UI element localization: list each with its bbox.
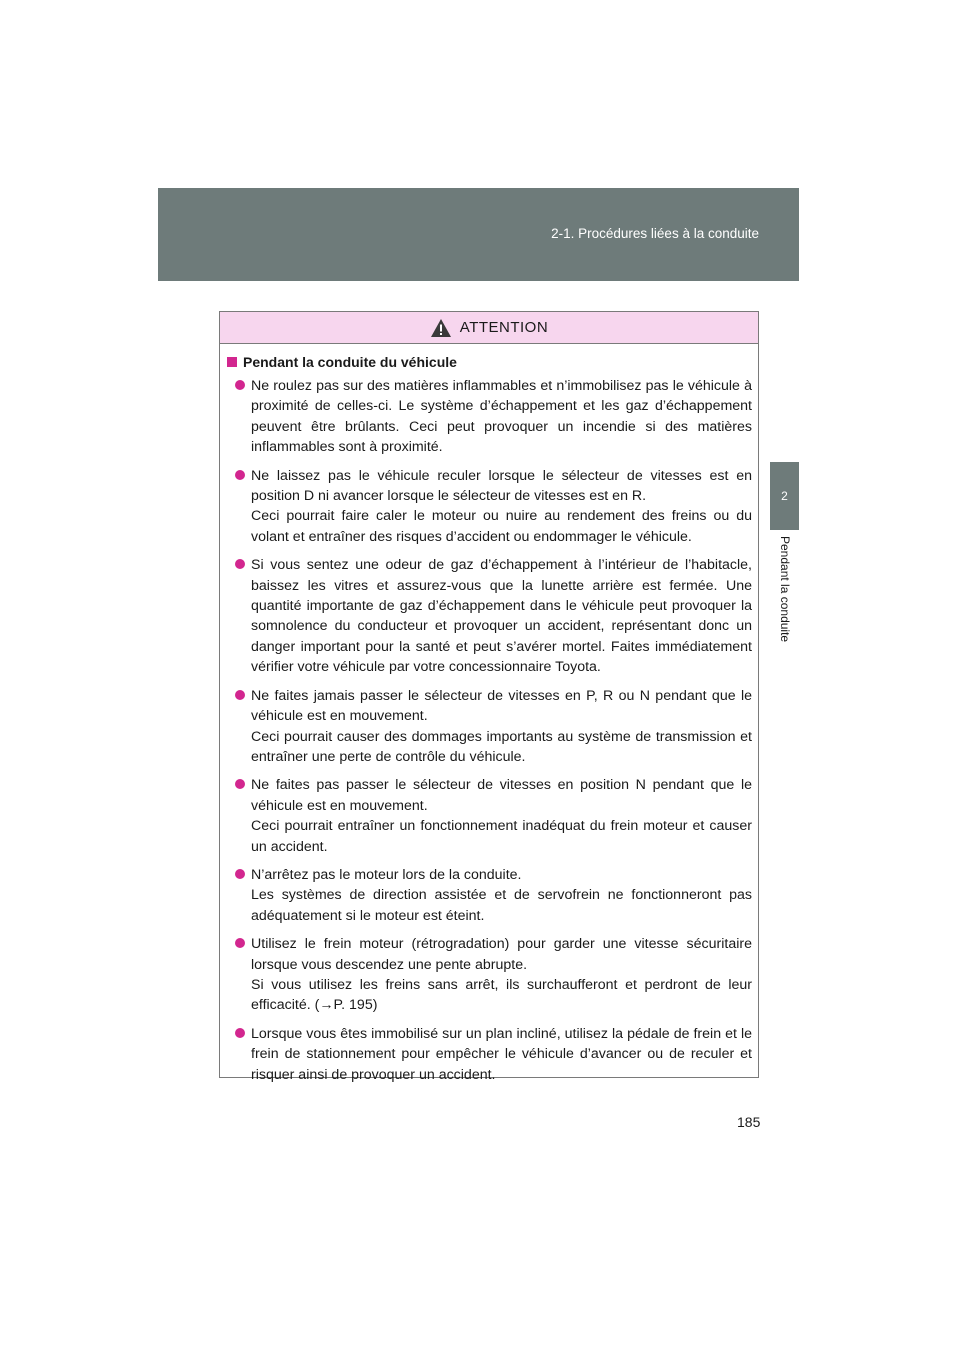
warning-box (219, 311, 759, 1083)
page-number: 185 (737, 1114, 761, 1130)
bullet-dot-icon (235, 470, 245, 480)
bullet-dot-icon (235, 938, 245, 948)
warning-item (227, 555, 752, 677)
warning-item-text: Si vous utilisez les freins sans arrêt, ils surchaufferont et perdront de leur efficacité. (→P. 195) (251, 976, 752, 1014)
warning-item-text: Ceci pourrait entraîner un fonctionnement inadéquat du frein moteur et causer un accident. (251, 818, 752, 855)
chapter-tab[interactable] (770, 462, 799, 530)
warning-item-text: N’arrêtez pas le moteur lors de la conduite. (251, 866, 522, 883)
warning-item-text: Ceci pourrait faire caler le moteur ou nuire au rendement des freins ou du volant et entraîner des risques d’accident ou endommager le véhicule. (251, 508, 752, 545)
warning-item-text: Ne roulez pas sur des matières inflammables et n’immobilisez pas le véhicule à proximité de celles-ci. Le système d’échappement et les gaz d’échappement peuvent être brûlants. Ceci peut provoquer un incendie si des matières inflammables sont à proximité. (251, 378, 752, 456)
warning-triangle-icon (430, 318, 452, 338)
warning-body (220, 344, 758, 1085)
warning-header (220, 312, 758, 344)
warning-item (227, 376, 752, 458)
section-title: 2-1. Procédures liées à la conduite (551, 226, 759, 241)
warning-items (227, 376, 752, 1085)
bullet-dot-icon (235, 380, 245, 390)
bullet-dot-icon (235, 869, 245, 879)
section-heading (227, 354, 752, 370)
section-heading-text: Pendant la conduite du véhicule (243, 354, 457, 370)
warning-item-text: Utilisez le frein moteur (rétrogradation) pour garder une vitesse sécuritaire lorsque vous descendez une pente abrupte. (251, 936, 752, 973)
warning-item (227, 934, 752, 1016)
square-bullet-icon (227, 357, 237, 367)
warning-item (227, 686, 752, 768)
bullet-dot-icon (235, 1028, 245, 1038)
warning-title: ATTENTION (459, 319, 549, 336)
warning-item-text: Si vous sentez une odeur de gaz d’échappement à l’intérieur de l’habitacle, baissez les vitres et assurez-vous que la lunette arrière est fermée. Une quantité importante de gaz d’échappement dans le véhicule peut provoquer la somnolence du conducteur et provoquer un accident, représentant donc un danger important pour la santé et peut s’avérer mortel. Faites immédiatement vérifier votre véhicule par votre concessionnaire Toyota. (251, 557, 752, 676)
bullet-dot-icon (235, 779, 245, 789)
warning-item (227, 865, 752, 926)
header-band (158, 188, 799, 281)
bullet-dot-icon (235, 559, 245, 569)
warning-item (227, 1024, 752, 1085)
warning-item-text: Les systèmes de direction assistée et de servofrein ne fonctionneront pas adéquatement si le moteur est éteint. (251, 887, 752, 924)
warning-item-text: Lorsque vous êtes immobilisé sur un plan incliné, utilisez la pédale de frein et le frein de stationnement pour empêcher le véhicule d’avancer ou de reculer et risquer ainsi de provoquer un accident. (251, 1025, 752, 1083)
bullet-dot-icon (235, 690, 245, 700)
chapter-label: Pendant la conduite (778, 536, 792, 643)
warning-item (227, 466, 752, 548)
chapter-number: 2 (781, 489, 788, 503)
warning-item-text: Ne faites jamais passer le sélecteur de vitesses en P, R ou N pendant que le véhicule est en mouvement. (251, 687, 752, 725)
warning-item-text: Ceci pourrait causer des dommages importants au système de transmission et entraîner une perte de contrôle du véhicule. (251, 728, 752, 765)
warning-item (227, 775, 752, 857)
warning-item-text: Ne laissez pas le véhicule reculer lorsque le sélecteur de vitesses est en position D ni avancer lorsque le sélecteur de vitesses est en R. (251, 467, 752, 505)
warning-item-text: Ne faites pas passer le sélecteur de vitesses en position N pendant que le véhicule est en mouvement. (251, 777, 752, 814)
